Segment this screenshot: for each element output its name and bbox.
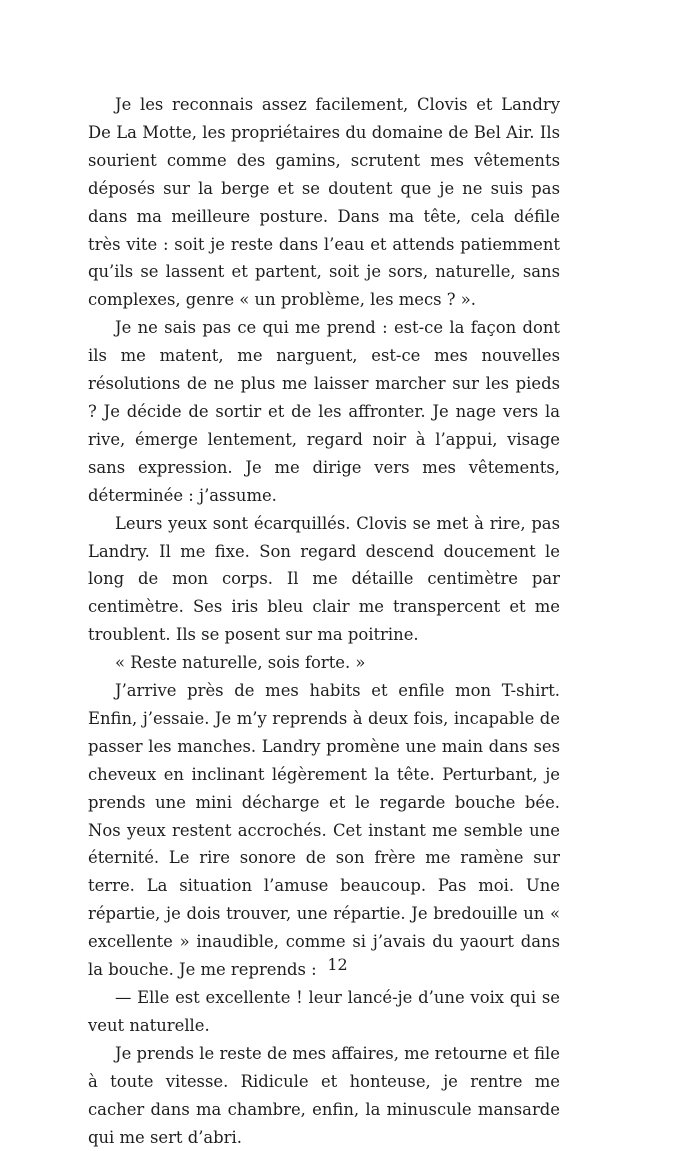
paragraph: J’arrive près de mes habits et enfile mon T-shirt. Enfin, j’essaie. Je m’y reprends à deux fois, incapable de passer les manches. Landry promène une main dans ses cheveux en inclinant légèrement la tête. Perturbant, je prends une mini décharge et le regarde bouche bée. Nos yeux restent accrochés. Cet instant me semble une éternité. Le rire sonore de son frère me ramène sur terre. La situation l’amuse beaucoup. Pas moi. Une répartie, je dois trouver, une répartie. Je bredouille un « excellente » inaudible, comme si j’avais du yaourt dans la bouche. Je me reprends : [88, 681, 560, 980]
paragraph: Je ne sais pas ce qui me prend : est-ce la façon dont ils me matent, me narguent, est-ce mes nouvelles résolutions de ne plus me laisser marcher sur les pieds ? Je décide de sortir et de les affronter. Je nage vers la rive, émerge lentement, regard noir à l’appui, visage sans expression. Je me dirige vers mes vêtements, déterminée : j’assume. [88, 318, 560, 505]
page-body [88, 91, 560, 1151]
paragraph: Leurs yeux sont écarquillés. Clovis se met à rire, pas Landry. Il me fixe. Son regard descend doucement le long de mon corps. Il me détaille centimètre par centimètre. Ses iris bleu clair me transpercent et me troublent. Ils se posent sur ma poitrine. [88, 513, 560, 645]
paragraph: Je prends le reste de mes affaires, me retourne et file à toute vitesse. Ridicule et honteuse, je rentre me cacher dans ma chambre, enfin, la minuscule mansarde qui me sert d’abri. [88, 1043, 560, 1147]
page-number: 12 [327, 955, 348, 974]
paragraph: Je les reconnais assez facilement, Clovis et Landry De La Motte, les propriétaires du domaine de Bel Air. Ils sourient comme des gamins, scrutent mes vêtements déposés sur la berge et se doutent que je ne suis pas dans ma meilleure posture. Dans ma tête, cela défile très vite : soit je reste dans l’eau et attends patiemment qu’ils se lassent et partent, soit je sors, naturelle, sans complexes, genre « un problème, les mecs ? ». [88, 95, 560, 310]
paragraph: « Reste naturelle, sois forte. » [115, 653, 366, 673]
paragraph: — Elle est excellente ! leur lancé-je d’une voix qui se veut naturelle. [88, 988, 560, 1035]
